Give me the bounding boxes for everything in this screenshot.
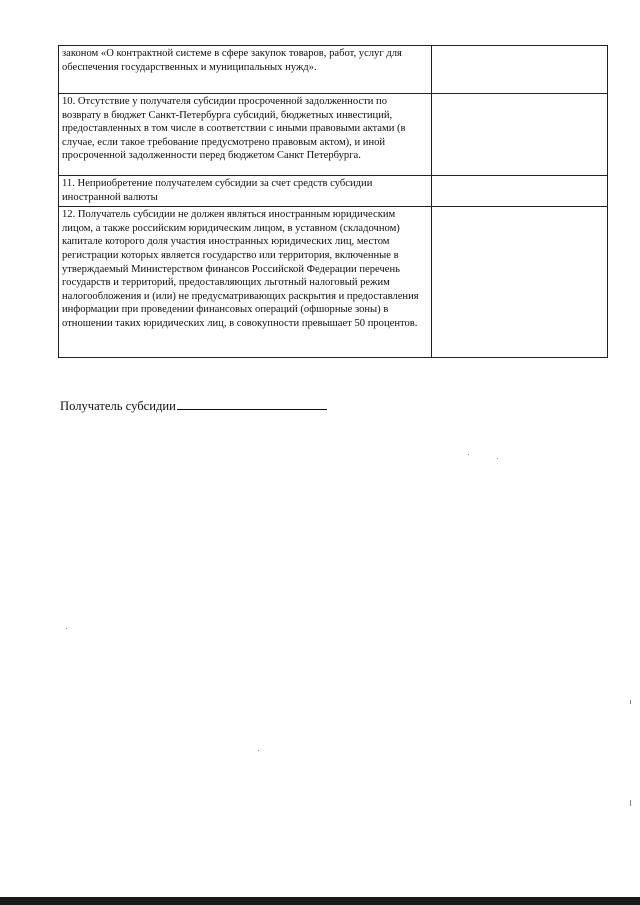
requirement-text: законом «О контрактной системе в сфере закупок товаров, работ, услуг для обеспечения государственных и муниципальных нужд».: [59, 46, 432, 94]
scan-speck: [258, 750, 259, 751]
scan-speck: [630, 800, 631, 806]
scan-speck: [468, 454, 469, 455]
table-row: [59, 176, 608, 207]
requirements-table: [58, 45, 608, 358]
signature-label: Получатель субсидии: [60, 399, 176, 413]
compliance-cell: [432, 94, 608, 176]
compliance-cell: [432, 176, 608, 207]
signature-block: [60, 397, 327, 414]
scan-speck: [630, 700, 631, 704]
scan-speck: [497, 458, 498, 459]
compliance-cell: [432, 207, 608, 358]
requirement-text: 10. Отсутствие у получателя субсидии просроченной задолженности по возврату в бюджет Санкт-Петербурга субсидий, бюджетных инвестиций, предоставленных в том числе в соответствии с иными правовыми актами (в случае, если такое требование предусмотрено правовым актом), и иной просроченной задолженности перед бюджетом Санкт Петербурга.: [59, 94, 432, 176]
signature-line[interactable]: [177, 397, 327, 410]
scan-speck: [66, 628, 67, 629]
table-row: [59, 94, 608, 176]
compliance-cell: [432, 46, 608, 94]
requirement-text: 11. Неприобретение получателем субсидии за счет средств субсидии иностранной валюты: [59, 176, 432, 207]
scan-edge: [0, 897, 640, 905]
table-row: [59, 207, 608, 358]
requirement-text: 12. Получатель субсидии не должен являться иностранным юридическим лицом, а также российским юридическим лицом, в уставном (складочном) капитале которого доля участия иностранных юридических лиц, местом регистрации которых является государство или территория, включенные в утверждаемый Министерством финансов Российской Федерации перечень государств и территорий, предоставляющих льготный налоговый режим налогообложения и (или) не предусматривающих раскрытия и предоставления информации при проведении финансовых операций (офшорные зоны) в отношении таких юридических лиц, в совокупности превышает 50 процентов.: [59, 207, 432, 358]
table-row: [59, 46, 608, 94]
